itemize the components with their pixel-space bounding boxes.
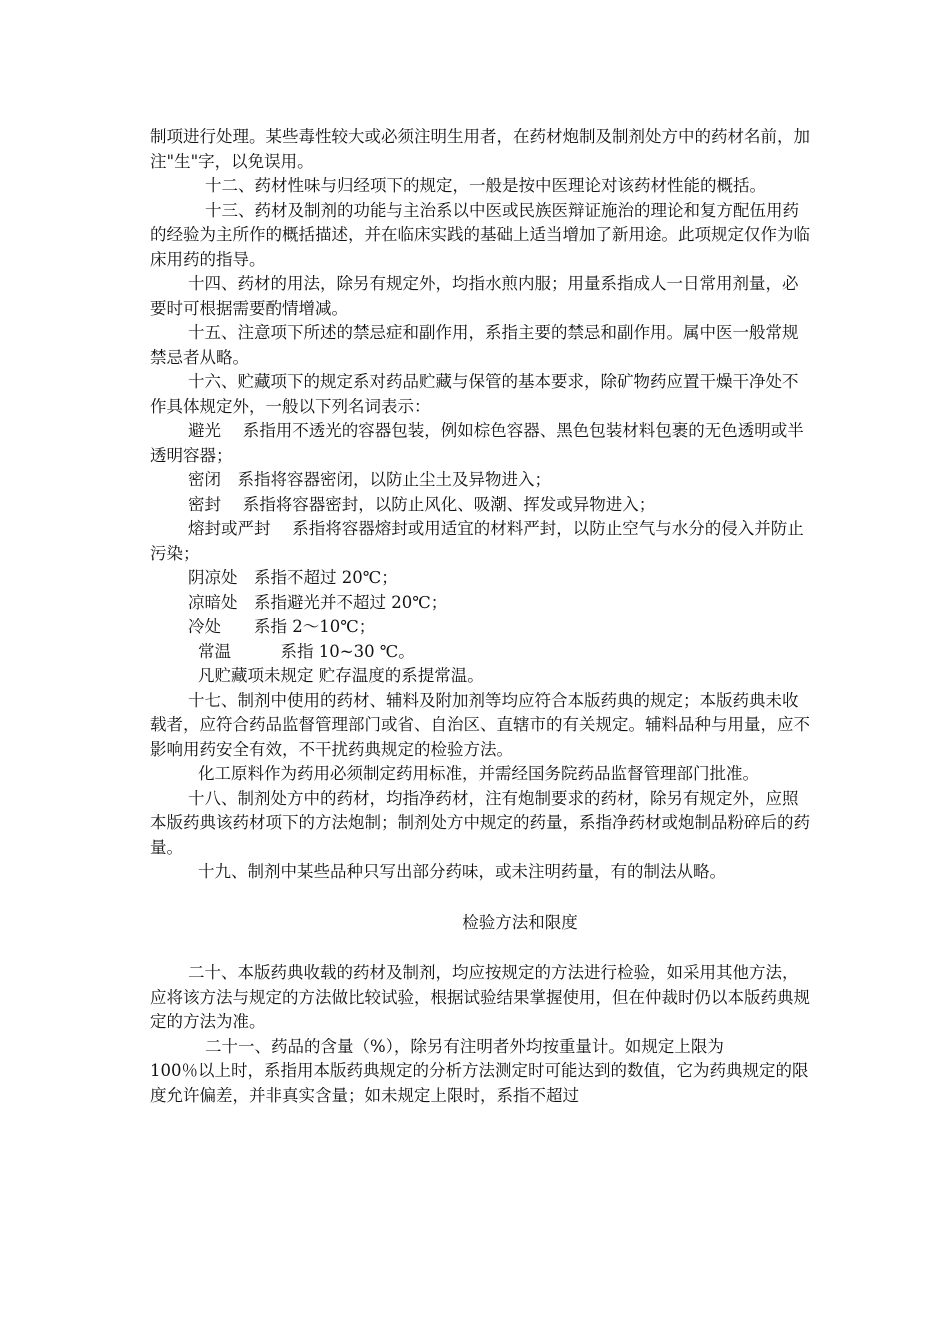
paragraph: 凉暗处 系指避光并不超过 20℃； bbox=[188, 592, 448, 612]
paragraph: 十二、药材性味与归经项下的规定，一般是按中医理论对该药材性能的概括。 bbox=[205, 176, 766, 195]
paragraph: 二十一、药品的含量（%），除另有注明者外均按重量计。如规定上限为 bbox=[205, 1036, 724, 1056]
paragraph: 冷处 系指 2～10℃； bbox=[188, 617, 376, 636]
document-body bbox=[150, 125, 810, 1108]
paragraph: 十五、注意项下所述的禁忌症和副作用，系指主要的禁忌和副作用。属中医一般常规禁忌者从略。 bbox=[150, 323, 799, 367]
paragraph: 常温 系指 10~30 ℃。 bbox=[198, 641, 415, 661]
paragraph: 100％以上时，系指用本版药典规定的分析方法测定时可能达到的数值，它为药典规定的限度允许偏差，并非真实含量；如未规定上限时，系指不超过 bbox=[150, 1061, 809, 1105]
paragraph: 化工原料作为药用必须制定药用标准，并需经国务院药品监督管理部门批准。 bbox=[198, 764, 759, 783]
paragraph: 密封 系指将容器密封，以防止风化、吸潮、挥发或异物进入； bbox=[188, 494, 656, 514]
paragraph: 避光 系指用不透光的容器包装，例如棕色容器、黑色包装材料包裹的无色透明或半透明容器； bbox=[150, 421, 804, 465]
paragraph: 二十、本版药典收载的药材及制剂，均应按规定的方法进行检验，如采用其他方法，应将该方法与规定的方法做比较试验，根据试验结果掌握使用，但在仲裁时仍以本版药典规定的方法为准。 bbox=[150, 963, 810, 1031]
paragraph: 制项进行处理。某些毒性较大或必须注明生用者，在药材炮制及制剂处方中的药材名前，加注"生"字，以免误用。 bbox=[150, 127, 810, 171]
paragraph: 熔封或严封 系指将容器熔封或用适宜的材料严封，以防止空气与水分的侵入并防止污染； bbox=[150, 519, 804, 563]
paragraph: 十七、制剂中使用的药材、辅料及附加剂等均应符合本版药典的规定；本版药典未收载者，应符合药品监督管理部门或省、自治区、直辖市的有关规定。辅料品种与用量，应不影响用药安全有效，不干扰药典规定的检验方法。 bbox=[150, 690, 810, 759]
paragraph: 密闭 系指将容器密闭，以防止尘土及异物进入； bbox=[188, 470, 551, 489]
paragraph: 十九、制剂中某些品种只写出部分药味，或未注明药量，有的制法从略。 bbox=[198, 862, 726, 881]
section-heading: 检验方法和限度 bbox=[462, 912, 578, 932]
paragraph: 十八、制剂处方中的药材，均指净药材，注有炮制要求的药材，除另有规定外，应照本版药典该药材项下的方法炮制；制剂处方中规定的药量，系指净药材或炮制品粉碎后的药量。 bbox=[150, 788, 810, 857]
paragraph: 十四、药材的用法，除另有规定外，均指水煎内服；用量系指成人一日常用剂量，必要时可根据需要酌情增减。 bbox=[150, 274, 799, 318]
paragraph: 凡贮藏项未规定 贮存温度的系提常温。 bbox=[198, 666, 484, 685]
paragraph: 十三、药材及制剂的功能与主治系以中医或民族医辩证施治的理论和复方配伍用药的经验为主所作的概括描述，并在临床实践的基础上适当增加了新用途。此项规定仅作为临床用药的指导。 bbox=[150, 200, 810, 269]
paragraph: 阴凉处 系指不超过 20℃； bbox=[188, 568, 398, 587]
paragraph: 十六、贮藏项下的规定系对药品贮藏与保管的基本要求，除矿物药应置干燥干净处不作具体规定外，一般以下列名词表示： bbox=[150, 372, 799, 416]
